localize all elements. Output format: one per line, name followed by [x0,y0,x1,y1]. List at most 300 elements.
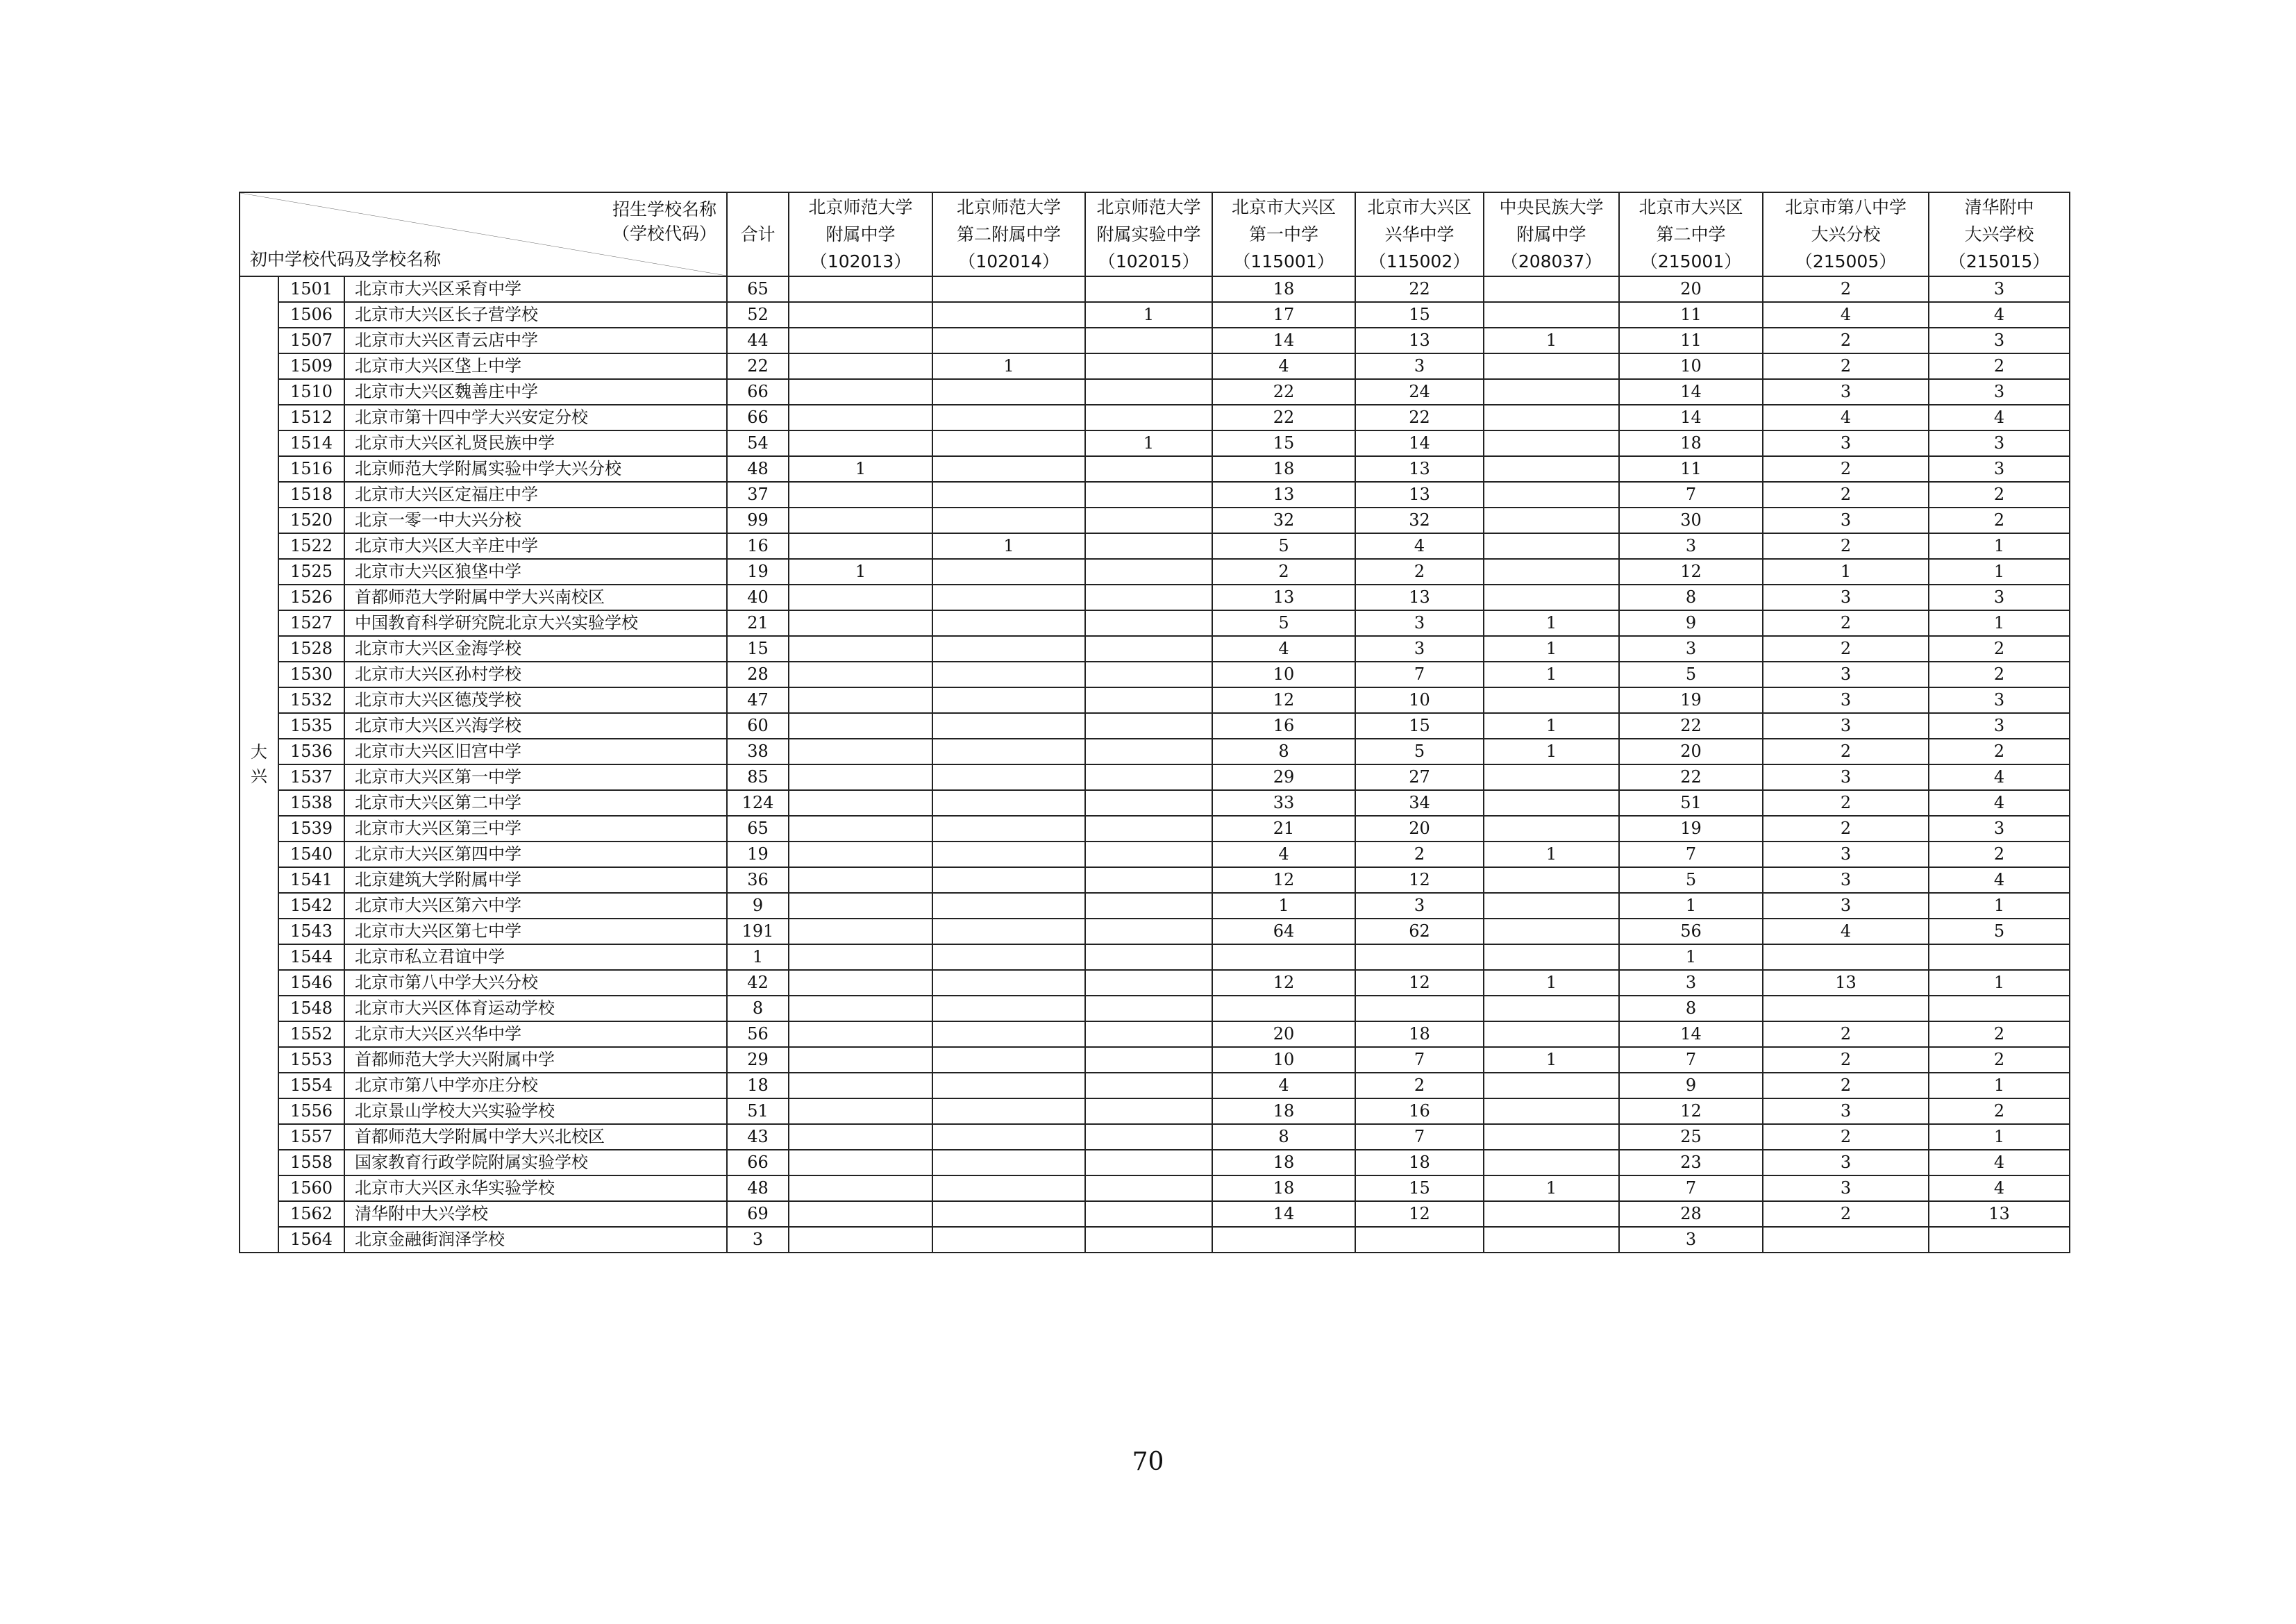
quota-cell [789,1124,932,1150]
school-name-cell: 北京市私立君谊中学 [344,944,727,970]
school-code-cell: 1546 [278,970,344,996]
quota-cell [789,919,932,944]
quota-cell: 1 [1619,944,1763,970]
total-cell: 3 [727,1227,789,1253]
school-code-cell: 1536 [278,739,344,764]
quota-cell: 2 [1763,1073,1929,1098]
school-name-cell: 首都师范大学附属中学大兴北校区 [344,1124,727,1150]
quota-cell [1085,585,1212,610]
quota-cell: 12 [1212,970,1355,996]
quota-cell [1085,1047,1212,1073]
district-label: 大兴 [251,742,267,786]
quota-cell: 1 [1085,302,1212,328]
school-name-cell: 北京市大兴区第四中学 [344,842,727,867]
quota-cell: 3 [1763,430,1929,456]
quota-cell: 14 [1212,1201,1355,1227]
table-row [240,1201,2070,1227]
quota-cell [932,585,1085,610]
school-name-cell: 北京市大兴区定福庄中学 [344,482,727,508]
quota-cell: 1 [1929,533,2070,559]
quota-cell: 2 [1355,842,1484,867]
quota-cell: 30 [1619,508,1763,533]
quota-cell: 3 [1763,1175,1929,1201]
table-row [240,944,2070,970]
quota-cell [932,1201,1085,1227]
school-code-cell: 1548 [278,996,344,1021]
quota-cell: 2 [1929,739,2070,764]
quota-cell: 1 [1763,559,1929,585]
quota-cell: 5 [1355,739,1484,764]
quota-cell: 2 [1763,533,1929,559]
quota-cell [1085,1201,1212,1227]
quota-cell: 1 [1085,430,1212,456]
quota-cell [789,1175,932,1201]
quota-cell: 2 [1929,1098,2070,1124]
quota-cell [789,970,932,996]
total-cell: 22 [727,353,789,379]
quota-cell [932,430,1085,456]
quota-cell [789,302,932,328]
total-cell: 56 [727,1021,789,1047]
school-code-cell: 1512 [278,405,344,430]
quota-cell [789,1227,932,1253]
total-cell: 124 [727,790,789,816]
table-row [240,508,2070,533]
school-header-line1: 清华附中 [1964,197,2034,217]
school-name-cell: 北京市大兴区魏善庄中学 [344,379,727,405]
quota-cell: 12 [1355,970,1484,996]
quota-cell: 2 [1763,1021,1929,1047]
school-name-cell: 北京市大兴区第二中学 [344,790,727,816]
total-cell: 8 [727,996,789,1021]
quota-cell: 3 [1763,1150,1929,1175]
quota-cell [789,1021,932,1047]
school-header-6 [1484,192,1619,276]
quota-cell [1085,919,1212,944]
school-name-cell: 北京市大兴区第三中学 [344,816,727,842]
quota-cell: 34 [1355,790,1484,816]
total-cell: 52 [727,302,789,328]
school-code-cell: 1506 [278,302,344,328]
quota-cell: 11 [1619,328,1763,353]
quota-cell: 22 [1355,276,1484,302]
quota-cell [1085,944,1212,970]
total-cell: 21 [727,610,789,636]
quota-cell: 2 [1929,842,2070,867]
quota-cell: 24 [1355,379,1484,405]
quota-cell: 22 [1619,764,1763,790]
quota-cell: 2 [1929,662,2070,687]
school-name-cell: 北京市第八中学大兴分校 [344,970,727,996]
school-name-cell: 北京市大兴区大辛庄中学 [344,533,727,559]
quota-cell [1085,687,1212,713]
quota-cell [1929,944,2070,970]
school-name-cell: 北京一零一中大兴分校 [344,508,727,533]
quota-cell [1484,764,1619,790]
quota-cell: 1 [1484,713,1619,739]
school-code-cell: 1525 [278,559,344,585]
school-code-cell: 1526 [278,585,344,610]
quota-cell: 12 [1619,1098,1763,1124]
school-code-cell: 1509 [278,353,344,379]
school-header-code: （102014） [958,251,1059,271]
quota-cell [1484,430,1619,456]
school-name-cell: 北京市大兴区垡上中学 [344,353,727,379]
total-cell: 65 [727,816,789,842]
quota-cell [932,610,1085,636]
quota-cell [1085,662,1212,687]
quota-cell [1484,276,1619,302]
quota-cell: 3 [1763,764,1929,790]
quota-cell: 18 [1355,1021,1484,1047]
quota-cell: 2 [1355,1073,1484,1098]
total-cell: 40 [727,585,789,610]
total-cell: 42 [727,970,789,996]
quota-cell [932,1175,1085,1201]
quota-cell: 3 [1929,687,2070,713]
school-header-4 [1212,192,1355,276]
quota-cell [1085,328,1212,353]
quota-cell [789,739,932,764]
quota-cell: 4 [1929,1150,2070,1175]
school-name-cell: 北京市大兴区旧宫中学 [344,739,727,764]
quota-cell [1085,610,1212,636]
quota-cell: 3 [1355,893,1484,919]
school-header-line2: 第二中学 [1656,224,1726,244]
quota-cell: 12 [1355,1201,1484,1227]
quota-cell: 1 [1484,610,1619,636]
quota-cell [1763,1227,1929,1253]
school-code-cell: 1514 [278,430,344,456]
quota-cell: 17 [1212,302,1355,328]
quota-cell: 2 [1763,456,1929,482]
quota-cell: 13 [1212,585,1355,610]
quota-cell: 4 [1763,405,1929,430]
quota-cell [789,1201,932,1227]
quota-cell: 3 [1929,713,2070,739]
total-cell: 85 [727,764,789,790]
quota-cell [789,662,932,687]
quota-cell: 2 [1763,790,1929,816]
school-code-cell: 1542 [278,893,344,919]
quota-cell [789,430,932,456]
quota-cell: 51 [1619,790,1763,816]
school-code-cell: 1556 [278,1098,344,1124]
school-code-cell: 1552 [278,1021,344,1047]
school-header-line1: 北京市大兴区 [1367,197,1472,217]
quota-cell: 1 [1929,559,2070,585]
school-code-cell: 1522 [278,533,344,559]
quota-cell: 15 [1355,1175,1484,1201]
table-row [240,867,2070,893]
quota-cell: 3 [1619,1227,1763,1253]
quota-cell [1484,1098,1619,1124]
total-cell: 66 [727,1150,789,1175]
quota-cell: 3 [1929,276,2070,302]
table-row [240,533,2070,559]
quota-cell [789,1047,932,1073]
quota-cell: 3 [1619,533,1763,559]
quota-cell [932,456,1085,482]
quota-cell: 22 [1212,379,1355,405]
quota-cell: 4 [1929,405,2070,430]
quota-cell: 1 [1929,1073,2070,1098]
quota-cell: 4 [1763,302,1929,328]
quota-cell [1355,996,1484,1021]
table-row [240,276,2070,302]
quota-cell: 12 [1212,867,1355,893]
school-name-cell: 国家教育行政学院附属实验学校 [344,1150,727,1175]
total-cell: 66 [727,405,789,430]
quota-cell: 1 [1929,893,2070,919]
quota-cell [932,1150,1085,1175]
quota-cell: 4 [1355,533,1484,559]
quota-cell: 2 [1929,1021,2070,1047]
quota-cell [932,842,1085,867]
total-cell: 48 [727,1175,789,1201]
school-name-cell: 北京市大兴区兴海学校 [344,713,727,739]
quota-cell [1085,508,1212,533]
table-body [240,276,2070,1253]
total-cell: 54 [727,430,789,456]
total-cell: 60 [727,713,789,739]
quota-cell: 3 [1929,430,2070,456]
school-code-cell: 1562 [278,1201,344,1227]
table-row [240,482,2070,508]
school-name-cell: 北京市大兴区第六中学 [344,893,727,919]
quota-cell: 13 [1355,456,1484,482]
quota-cell: 3 [1763,585,1929,610]
quota-cell [1484,1021,1619,1047]
quota-cell: 14 [1619,1021,1763,1047]
quota-cell [789,816,932,842]
table-row [240,662,2070,687]
table-row [240,1047,2070,1073]
quota-cell: 1 [1484,636,1619,662]
quota-cell [932,328,1085,353]
quota-cell: 18 [1355,1150,1484,1175]
quota-cell [1085,559,1212,585]
school-code-cell: 1544 [278,944,344,970]
quota-cell: 1 [1929,970,2070,996]
junior-school-label: 初中学校代码及学校名称 [250,249,442,269]
table-row [240,893,2070,919]
quota-cell [1085,456,1212,482]
quota-cell [1484,1201,1619,1227]
quota-cell: 1 [1212,893,1355,919]
quota-cell [1085,1150,1212,1175]
quota-cell [1085,867,1212,893]
school-header-line2: 大兴分校 [1811,224,1881,244]
quota-cell: 7 [1355,662,1484,687]
quota-cell: 2 [1763,328,1929,353]
quota-cell [1085,379,1212,405]
quota-cell [789,405,932,430]
quota-cell [1484,893,1619,919]
quota-cell [932,508,1085,533]
quota-cell: 18 [1212,1175,1355,1201]
quota-cell: 3 [1763,1098,1929,1124]
school-code-cell: 1560 [278,1175,344,1201]
school-header-line2: 第二附属中学 [957,224,1062,244]
school-name-cell: 北京市大兴区德茂学校 [344,687,727,713]
total-cell: 28 [727,662,789,687]
school-header-5 [1355,192,1484,276]
school-name-cell: 北京金融街润泽学校 [344,1227,727,1253]
quota-cell: 1 [1484,739,1619,764]
page-number: 70 [1132,1448,1164,1476]
quota-cell: 1 [932,533,1085,559]
school-header-line1: 北京师范大学 [808,197,913,217]
table-row [240,302,2070,328]
school-name-cell: 北京师范大学附属实验中学大兴分校 [344,456,727,482]
school-code-cell: 1528 [278,636,344,662]
total-cell: 47 [727,687,789,713]
quota-cell: 32 [1212,508,1355,533]
quota-cell: 15 [1355,713,1484,739]
school-name-cell: 北京市大兴区采育中学 [344,276,727,302]
quota-cell [1085,1124,1212,1150]
quota-cell: 19 [1619,816,1763,842]
quota-cell [932,1124,1085,1150]
quota-cell [932,1098,1085,1124]
quota-cell [789,764,932,790]
total-cell: 9 [727,893,789,919]
total-cell: 65 [727,276,789,302]
school-header-code: （208037） [1500,251,1602,271]
school-header-code: （102013） [810,251,912,271]
school-header-9 [1929,192,2070,276]
quota-cell: 20 [1619,276,1763,302]
quota-cell: 3 [1763,713,1929,739]
quota-cell: 13 [1355,328,1484,353]
quota-cell [1484,1227,1619,1253]
school-header-line2: 附属实验中学 [1096,224,1201,244]
quota-cell: 4 [1929,1175,2070,1201]
quota-cell [1085,816,1212,842]
quota-cell: 5 [1212,610,1355,636]
quota-cell [1484,1124,1619,1150]
quota-cell: 5 [1212,533,1355,559]
quota-cell [932,996,1085,1021]
school-header-line2: 兴华中学 [1384,224,1455,244]
quota-cell [932,302,1085,328]
table-row [240,353,2070,379]
school-name-cell: 北京市大兴区青云店中学 [344,328,727,353]
school-header-line2: 大兴学校 [1964,224,2034,244]
school-name-cell: 北京市第八中学亦庄分校 [344,1073,727,1098]
quota-cell: 2 [1929,353,2070,379]
school-code-cell: 1554 [278,1073,344,1098]
quota-cell: 7 [1619,842,1763,867]
school-name-cell: 北京市大兴区兴华中学 [344,1021,727,1047]
quota-cell [932,713,1085,739]
quota-cell: 1 [1484,328,1619,353]
quota-cell: 3 [1763,508,1929,533]
quota-cell [1085,842,1212,867]
quota-cell [789,893,932,919]
quota-cell [1929,996,2070,1021]
quota-cell: 1 [932,353,1085,379]
school-code-cell: 1564 [278,1227,344,1253]
quota-cell: 23 [1619,1150,1763,1175]
quota-cell [789,508,932,533]
total-cell: 16 [727,533,789,559]
school-code-cell: 1507 [278,328,344,353]
quota-cell [789,996,932,1021]
quota-cell [1085,1021,1212,1047]
quota-cell: 1 [1484,1175,1619,1201]
quota-cell: 3 [1355,353,1484,379]
school-header-line1: 北京师范大学 [957,197,1062,217]
quota-cell: 1 [1619,893,1763,919]
quota-cell: 15 [1212,430,1355,456]
total-cell: 191 [727,919,789,944]
school-header-line2: 第一中学 [1249,224,1319,244]
quota-cell: 21 [1212,816,1355,842]
quota-cell: 2 [1763,353,1929,379]
table-row [240,816,2070,842]
quota-cell [1484,867,1619,893]
quota-cell: 3 [1763,893,1929,919]
quota-cell: 7 [1619,482,1763,508]
school-header-code: （115002） [1368,251,1470,271]
quota-cell: 22 [1355,405,1484,430]
quota-cell: 5 [1619,867,1763,893]
quota-cell: 56 [1619,919,1763,944]
quota-cell: 2 [1355,559,1484,585]
school-header-code: （215005） [1795,251,1897,271]
quota-cell [1484,456,1619,482]
quota-cell: 13 [1763,970,1929,996]
quota-cell [789,610,932,636]
total-cell: 18 [727,1073,789,1098]
quota-cell: 3 [1929,456,2070,482]
quota-cell: 12 [1355,867,1484,893]
total-cell: 44 [727,328,789,353]
quota-cell: 14 [1619,405,1763,430]
quota-cell: 9 [1619,610,1763,636]
table-row [240,1098,2070,1124]
quota-cell [1355,944,1484,970]
quota-cell: 33 [1212,790,1355,816]
quota-cell: 10 [1212,1047,1355,1073]
quota-cell [789,713,932,739]
table-row [240,456,2070,482]
quota-cell: 1 [1484,1047,1619,1073]
quota-cell [932,1073,1085,1098]
quota-cell: 7 [1355,1047,1484,1073]
quota-cell [932,636,1085,662]
table-row [240,1227,2070,1253]
quota-cell [932,559,1085,585]
quota-cell: 3 [1355,610,1484,636]
table-row [240,1150,2070,1175]
quota-cell: 18 [1212,1150,1355,1175]
quota-cell: 8 [1212,739,1355,764]
quota-cell: 4 [1212,636,1355,662]
school-header-3 [1085,192,1212,276]
quota-cell: 1 [1484,842,1619,867]
table-row [240,790,2070,816]
school-header-code: （215001） [1640,251,1742,271]
table-row [240,687,2070,713]
table-row [240,1073,2070,1098]
quota-cell: 64 [1212,919,1355,944]
quota-cell [932,1047,1085,1073]
quota-cell [1085,713,1212,739]
quota-cell: 8 [1212,1124,1355,1150]
